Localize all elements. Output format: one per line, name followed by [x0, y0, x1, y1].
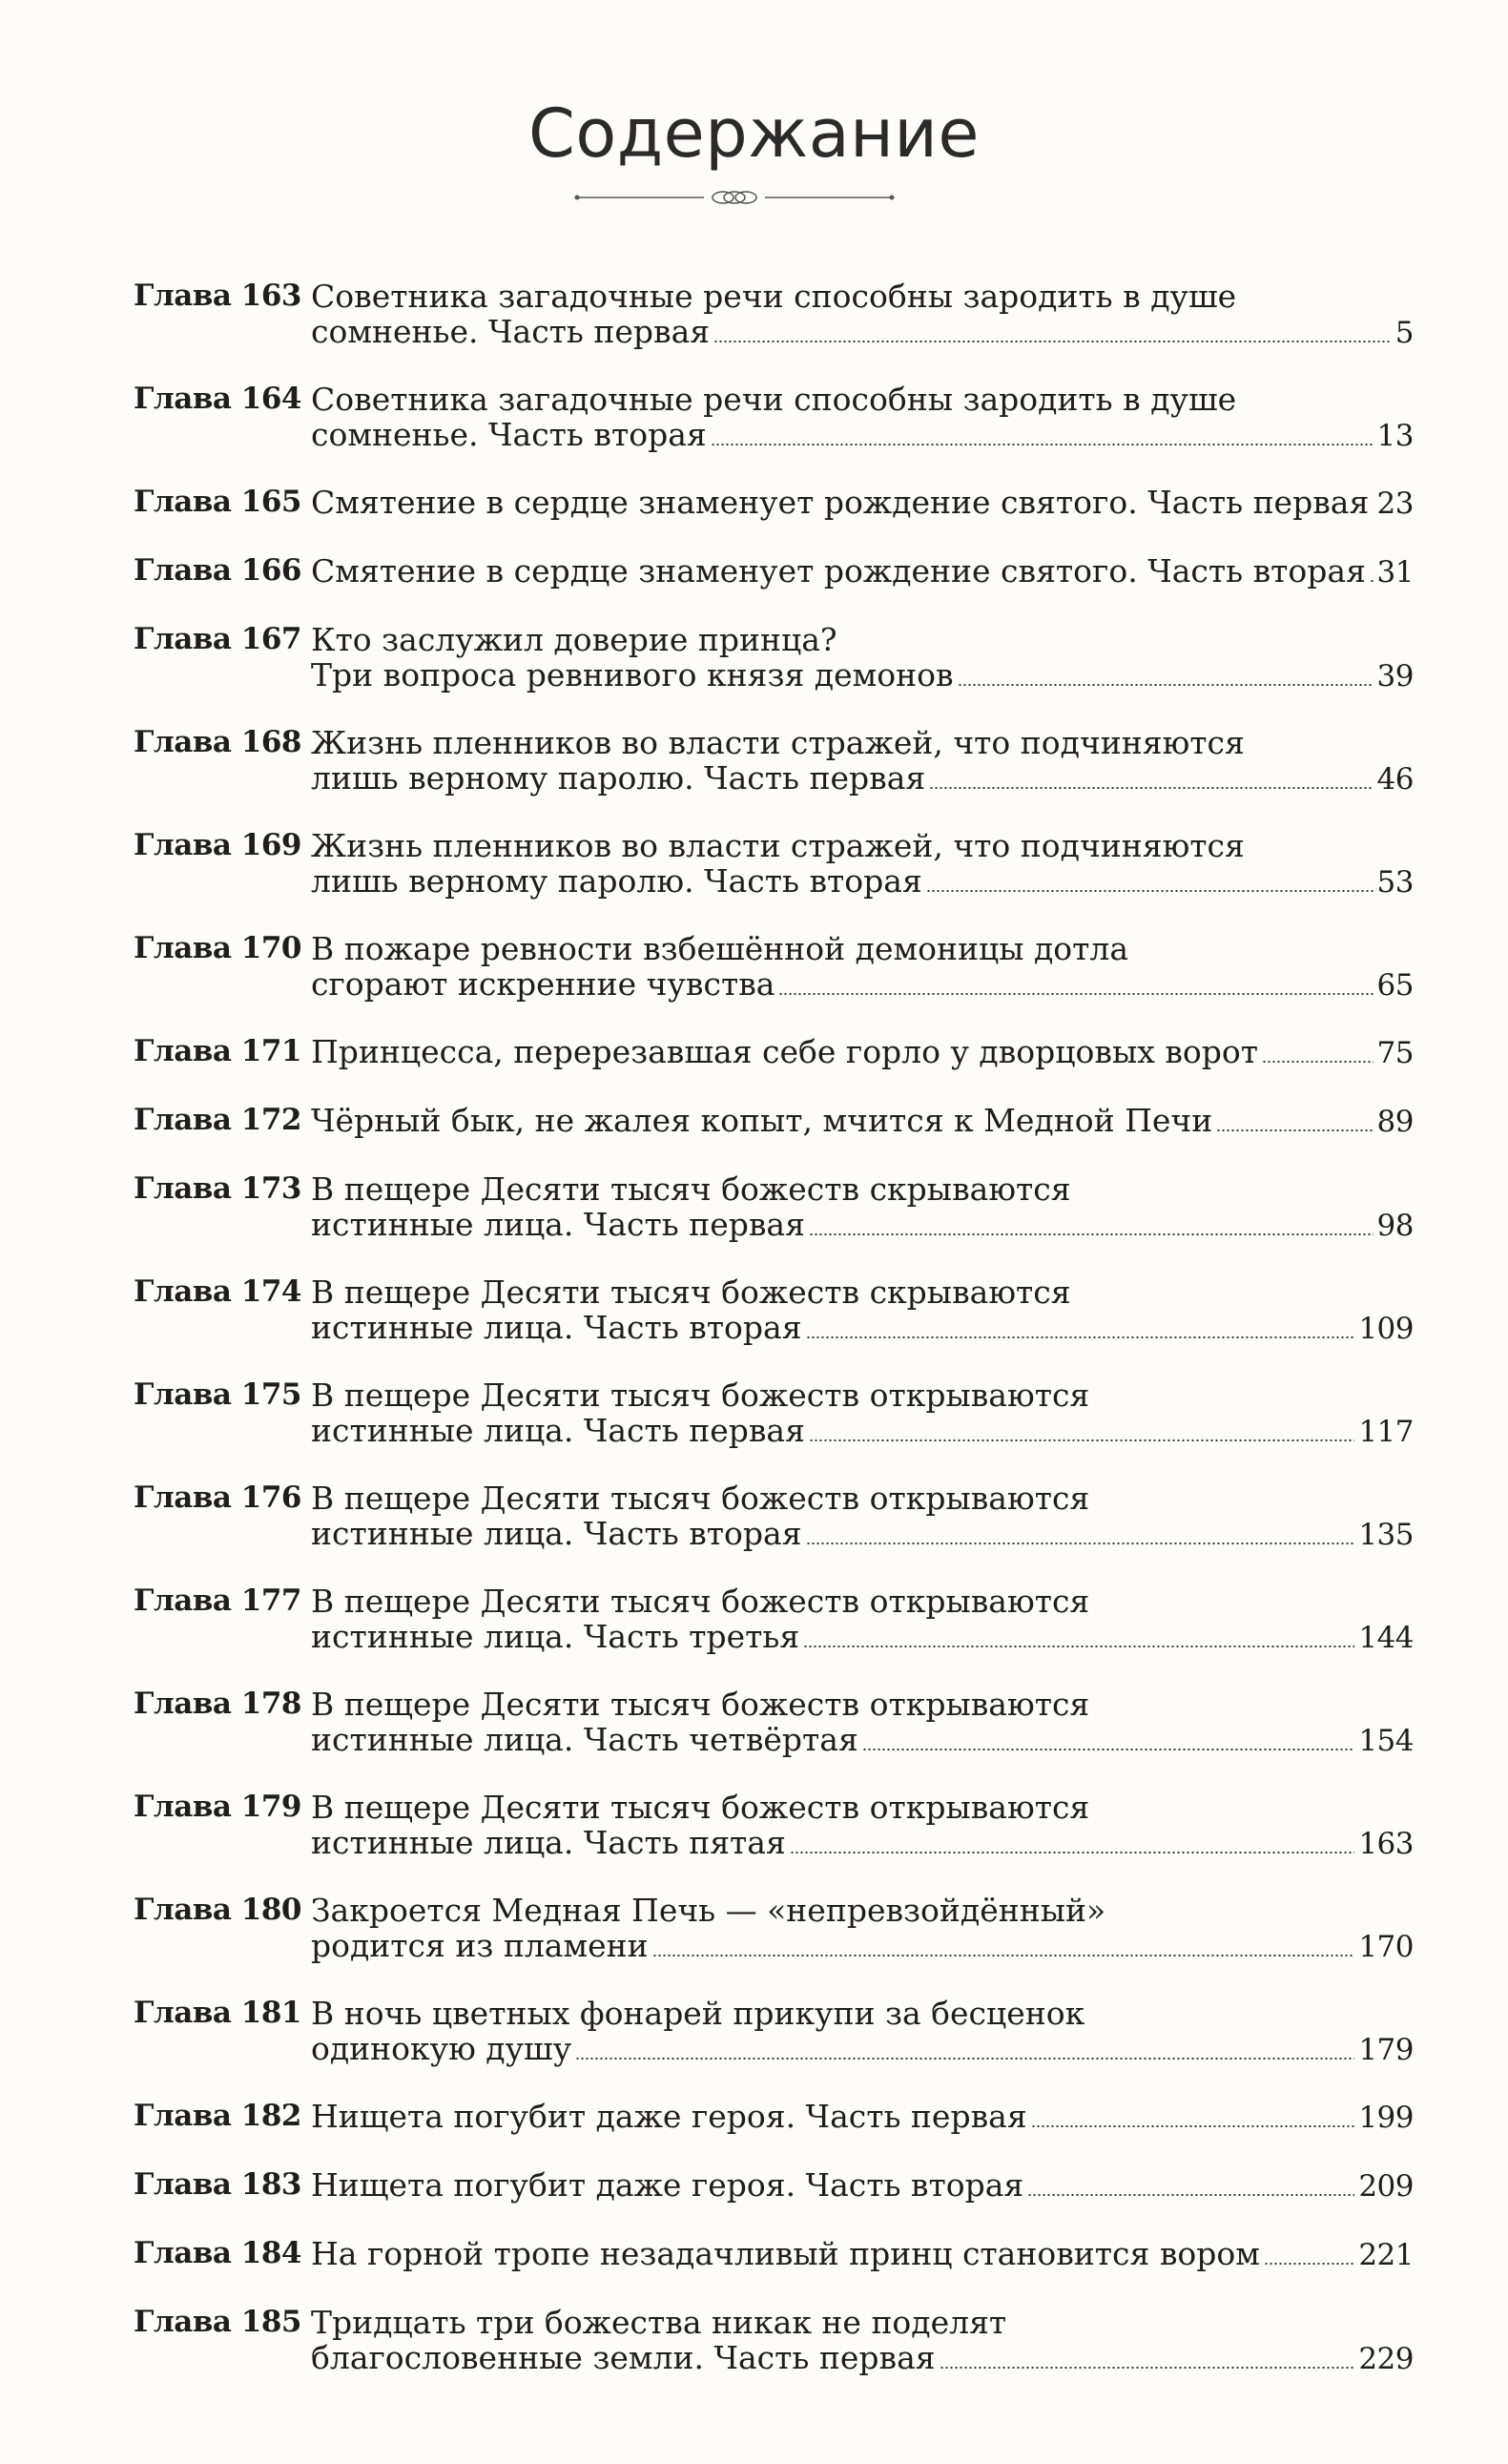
dot-leader	[1264, 2263, 1354, 2265]
dot-leader	[1031, 2125, 1355, 2127]
chapter-title-line: В пещере Десяти тысяч божеств открываются	[311, 1583, 1090, 1620]
chapter-title-last-line	[311, 2099, 1414, 2136]
chapter-title-line: Кто заслужил доверие принца?	[311, 621, 837, 658]
page-number: 144	[1358, 1621, 1414, 1655]
toc-entry[interactable]	[134, 1103, 1414, 1171]
page-number: 221	[1358, 2238, 1414, 2272]
chapter-title	[311, 1034, 1414, 1071]
chapter-label: Глава 185	[134, 2305, 301, 2339]
page-number: 163	[1358, 1827, 1414, 1861]
toc-entry[interactable]	[134, 1171, 1414, 1274]
chapter-title-last-line	[311, 2340, 1414, 2377]
dot-leader	[790, 1852, 1355, 1853]
chapter-title-line: истинные лица. Часть пятая	[311, 1824, 786, 1861]
chapter-label: Глава 169	[134, 828, 301, 862]
chapter-label: Глава 171	[134, 1034, 301, 1068]
toc-entry[interactable]	[134, 725, 1414, 828]
chapter-title-line: истинные лица. Часть вторая	[311, 1309, 802, 1346]
chapter-title-last-line	[311, 1034, 1414, 1071]
page-number: 23	[1376, 487, 1414, 521]
page-number: 179	[1358, 2033, 1414, 2067]
chapter-title	[311, 1893, 1414, 1965]
toc-entry[interactable]	[134, 622, 1414, 725]
chapter-title-line: родится из пламени	[311, 1927, 649, 1964]
chapter-title-line: Три вопроса ревнивого князя демонов	[311, 656, 954, 694]
toc-entry[interactable]	[134, 553, 1414, 622]
dot-leader	[711, 444, 1374, 445]
chapter-title	[311, 1274, 1414, 1347]
chapter-title	[311, 382, 1414, 454]
chapter-title	[311, 1996, 1414, 2068]
chapter-label: Глава 163	[134, 279, 301, 313]
dot-leader	[862, 1749, 1355, 1750]
dot-leader	[778, 993, 1373, 995]
toc-entry[interactable]	[134, 2167, 1414, 2236]
chapter-label: Глава 179	[134, 1790, 301, 1824]
chapter-title-line: Советника загадочные речи способны зародить в душе	[311, 278, 1237, 315]
chapter-title-line: Нищета погубит даже героя. Часть первая	[311, 2098, 1027, 2135]
dot-leader	[806, 1543, 1355, 1544]
dot-leader	[652, 1955, 1355, 1957]
chapter-title	[311, 622, 1414, 694]
chapter-title	[311, 931, 1414, 1004]
chapter-title-last-line	[311, 863, 1414, 901]
chapter-title-line: сомненье. Часть первая	[311, 313, 711, 350]
dot-leader	[1027, 2194, 1354, 2196]
chapter-title	[311, 2167, 1414, 2205]
chapter-label: Глава 168	[134, 725, 301, 759]
chapter-title	[311, 1584, 1414, 1656]
dot-leader	[926, 890, 1374, 892]
chapter-title-line: истинные лица. Часть четвёртая	[311, 1721, 858, 1758]
toc-entry[interactable]	[134, 1687, 1414, 1790]
chapter-title-last-line	[311, 417, 1414, 454]
toc-entry[interactable]	[134, 1034, 1414, 1103]
toc-entry[interactable]	[134, 382, 1414, 485]
page-number: 98	[1376, 1209, 1414, 1243]
toc-entry[interactable]	[134, 2305, 1414, 2408]
dot-leader	[803, 1646, 1354, 1647]
chapter-label: Глава 166	[134, 553, 301, 588]
chapter-title-last-line	[311, 1310, 1414, 1347]
chapter-title-last-line	[311, 1413, 1414, 1450]
chapter-label: Глава 182	[134, 2099, 301, 2133]
chapter-label: Глава 170	[134, 931, 301, 965]
chapter-label: Глава 174	[134, 1274, 301, 1309]
chapter-title-line: В пещере Десяти тысяч божеств открываются	[311, 1789, 1090, 1826]
chapter-title-line: В пожаре ревности взбешённой демоницы дотла	[311, 930, 1129, 967]
chapter-title-line: Тридцать три божества никак не поделят	[311, 2304, 1007, 2341]
chapter-label: Глава 180	[134, 1893, 301, 1927]
chapter-title-line: В пещере Десяти тысяч божеств открываются	[311, 1686, 1090, 1723]
chapter-title-line: истинные лица. Часть первая	[311, 1412, 805, 1449]
chapter-title-line: лишь верному паролю. Часть первая	[311, 759, 926, 797]
chapter-title-line: В пещере Десяти тысяч божеств скрываются	[311, 1273, 1071, 1311]
dot-leader	[1216, 1129, 1373, 1131]
chapter-label: Глава 181	[134, 1996, 301, 2030]
chapter-title-line: Жизнь пленников во власти стражей, что подчиняются	[311, 724, 1245, 761]
page-number: 209	[1358, 2169, 1414, 2204]
page-number: 117	[1358, 1415, 1414, 1449]
chapter-title-line: В пещере Десяти тысяч божеств скрываются	[311, 1170, 1071, 1208]
toc-entry[interactable]	[134, 279, 1414, 382]
toc-entry[interactable]	[134, 1996, 1414, 2099]
chapter-title-last-line	[311, 760, 1414, 797]
dot-leader	[1370, 580, 1374, 582]
chapter-title	[311, 828, 1414, 901]
chapter-title	[311, 1377, 1414, 1450]
chapter-title	[311, 1687, 1414, 1759]
page-number: 53	[1376, 865, 1414, 900]
chapter-title-last-line	[311, 1207, 1414, 1244]
chapter-label: Глава 175	[134, 1377, 301, 1412]
chapter-title-line: Советника загадочные речи способны зародить в душе	[311, 381, 1237, 418]
chapter-title-last-line	[311, 1928, 1414, 1965]
chapter-title-line: истинные лица. Часть первая	[311, 1206, 805, 1243]
page-number: 109	[1358, 1312, 1414, 1346]
toc-entry[interactable]	[134, 931, 1414, 1034]
page-number: 46	[1376, 762, 1414, 797]
chapter-title-line: благословенные земли. Часть первая	[311, 2339, 936, 2376]
chapter-title-line: Нищета погубит даже героя. Часть вторая	[311, 2166, 1024, 2204]
dot-leader	[940, 2367, 1355, 2369]
toc-entry[interactable]	[134, 1584, 1414, 1687]
chapter-title	[311, 1790, 1414, 1862]
chapter-label: Глава 178	[134, 1687, 301, 1721]
toc-entry[interactable]	[134, 1893, 1414, 1996]
chapter-title-line: Закроется Медная Печь — «непревзойдённый»	[311, 1892, 1106, 1929]
chapter-label: Глава 184	[134, 2236, 301, 2270]
chapter-title	[311, 1171, 1414, 1244]
chapter-title-line: Жизнь пленников во власти стражей, что подчиняются	[311, 827, 1245, 864]
page-number: 5	[1394, 316, 1414, 350]
chapter-title	[311, 1103, 1414, 1140]
dot-leader	[713, 341, 1392, 342]
chapter-title-line: сомненье. Часть вторая	[311, 416, 707, 453]
page-number: 199	[1358, 2101, 1414, 2135]
page-number: 39	[1376, 659, 1414, 694]
dot-leader	[958, 684, 1374, 686]
toc-entry[interactable]	[134, 1480, 1414, 1584]
dot-leader	[929, 787, 1373, 789]
chapter-title-last-line	[311, 314, 1414, 351]
chapter-title-last-line	[311, 1722, 1414, 1759]
toc-entry[interactable]	[134, 485, 1414, 553]
chapter-label: Глава 164	[134, 382, 301, 416]
chapter-label: Глава 165	[134, 485, 301, 519]
page-number: 89	[1376, 1105, 1414, 1139]
chapter-title-line: Смятение в сердце знаменует рождение святого. Часть первая	[311, 484, 1370, 521]
page-number: 65	[1376, 968, 1414, 1003]
dot-leader	[1262, 1061, 1374, 1063]
page-number: 75	[1376, 1036, 1414, 1070]
chapter-title	[311, 2236, 1414, 2273]
page-number: 13	[1376, 419, 1414, 453]
chapter-label: Глава 167	[134, 622, 301, 656]
chapter-title	[311, 279, 1414, 351]
chapter-title	[311, 485, 1414, 522]
chapter-title-line: Смятение в сердце знаменует рождение святого. Часть вторая	[311, 552, 1366, 590]
dot-leader	[575, 2058, 1354, 2060]
chapter-label: Глава 176	[134, 1480, 301, 1515]
chapter-label: Глава 177	[134, 1584, 301, 1618]
chapter-title-line: истинные лица. Часть третья	[311, 1618, 800, 1655]
chapter-title-line: истинные лица. Часть вторая	[311, 1515, 802, 1552]
chapter-title	[311, 553, 1414, 590]
toc-entry[interactable]	[134, 1790, 1414, 1893]
chapter-title	[311, 1480, 1414, 1553]
chapter-title-line: одинокую душу	[311, 2030, 572, 2067]
toc-entry[interactable]	[134, 2236, 1414, 2305]
toc-entry[interactable]	[134, 828, 1414, 931]
chapter-title-line: Чёрный бык, не жалея копыт, мчится к Медной Печи	[311, 1102, 1213, 1139]
page-number: 31	[1376, 555, 1414, 590]
page-title: Содержание	[528, 94, 980, 173]
page-number: 154	[1358, 1724, 1414, 1758]
dot-leader	[809, 1439, 1354, 1441]
chapter-title-line: сгорают искренние чувства	[311, 965, 775, 1003]
chapter-title-last-line	[311, 485, 1414, 522]
dot-leader	[809, 1233, 1374, 1235]
chapter-title-last-line	[311, 1619, 1414, 1656]
page-number: 170	[1358, 1930, 1414, 1964]
page-number: 135	[1358, 1518, 1414, 1552]
chapter-title-last-line	[311, 2236, 1414, 2273]
toc-entry[interactable]	[134, 1377, 1414, 1480]
chapter-title-last-line	[311, 966, 1414, 1004]
page-number: 229	[1358, 2342, 1414, 2376]
chapter-title-line: лишь верному паролю. Часть вторая	[311, 862, 922, 900]
chapter-title-last-line	[311, 1516, 1414, 1553]
chapter-title-last-line	[311, 1825, 1414, 1862]
chapter-title	[311, 725, 1414, 797]
chapter-label: Глава 173	[134, 1171, 301, 1206]
chapter-label: Глава 172	[134, 1103, 301, 1137]
toc-entry[interactable]	[134, 2099, 1414, 2167]
chapter-title-line: Принцесса, перерезавшая себе горло у дворцовых ворот	[311, 1033, 1259, 1070]
divider-ornament-icon	[572, 183, 897, 212]
chapter-title-last-line	[311, 2167, 1414, 2205]
chapter-title-last-line	[311, 1103, 1414, 1140]
chapter-title-line: В пещере Десяти тысяч божеств открываются	[311, 1480, 1090, 1517]
chapter-title	[311, 2099, 1414, 2136]
chapter-title-line: В пещере Десяти тысяч божеств открываются	[311, 1377, 1090, 1414]
chapter-title-line: В ночь цветных фонарей прикупи за бесценок	[311, 1995, 1085, 2032]
chapter-title-last-line	[311, 2031, 1414, 2068]
toc-entry[interactable]	[134, 1274, 1414, 1377]
table-of-contents	[134, 279, 1414, 2408]
chapter-label: Глава 183	[134, 2167, 301, 2202]
chapter-title-last-line	[311, 553, 1414, 590]
chapter-title-line: На горной тропе незадачливый принц становится вором	[311, 2235, 1260, 2272]
dot-leader	[806, 1336, 1355, 1338]
chapter-title	[311, 2305, 1414, 2377]
chapter-title-last-line	[311, 657, 1414, 694]
